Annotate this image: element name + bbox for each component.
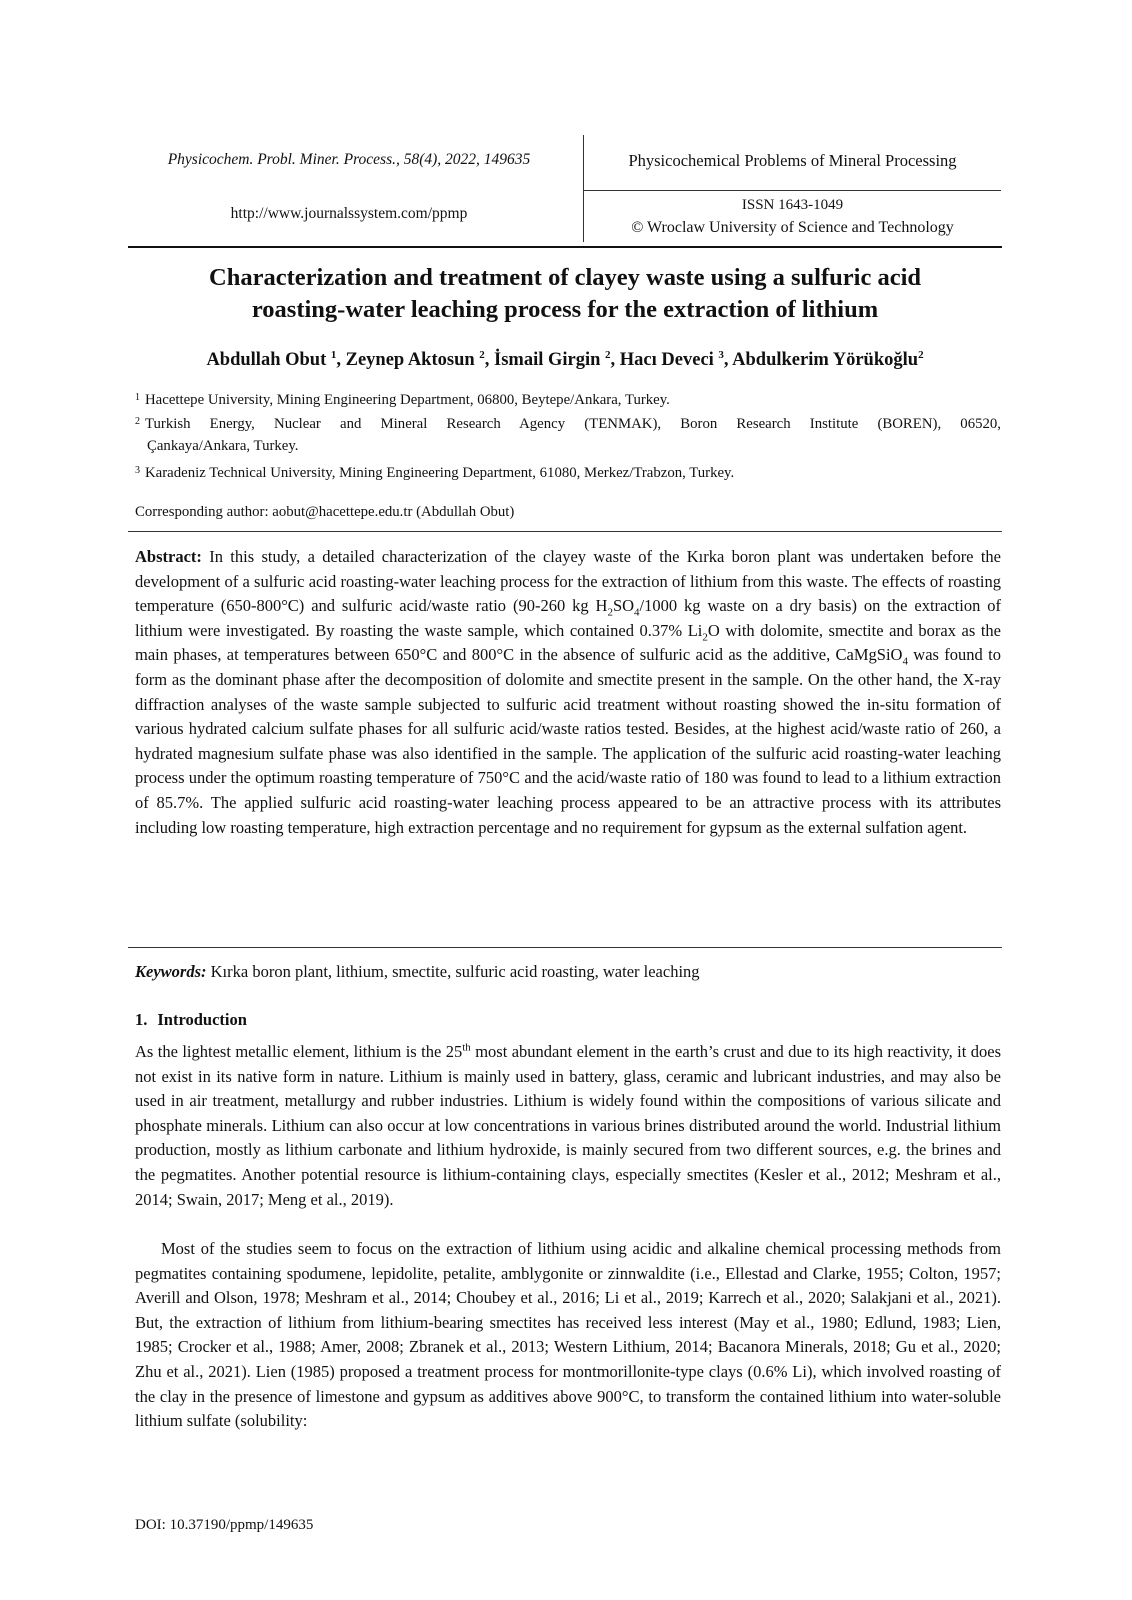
affiliation-text: Turkish Energy, Nuclear and Mineral Research Agency (TENMAK), Boron Research Institute (BOREN), 06520,: [145, 416, 1001, 432]
author-affiliation-mark: 1: [330, 348, 337, 361]
author-affiliation-mark: 2: [479, 348, 485, 361]
section-number: 1.: [135, 1010, 148, 1029]
author-name: Hacı Deveci: [619, 350, 714, 370]
section-heading: [135, 1010, 247, 1030]
author-affiliation-mark: 3: [718, 348, 724, 361]
affiliation-text: Karadeniz Technical University, Mining Engineering Department, 61080, Merkez/Trabzon, Turkey.: [145, 465, 735, 481]
journal-header-right: [584, 136, 1001, 240]
doi: DOI: 10.37190/ppmp/149635: [135, 1517, 314, 1533]
keywords-label: Keywords:: [135, 962, 207, 981]
journal-url: http://www.journalssystem.com/ppmp: [230, 205, 468, 222]
intro-paragraph-2: Most of the studies seem to focus on the extraction of lithium using acidic and alkaline chemical processing methods from pegmatites containing spodumene, lepidolite, petalite, amblygonite or zinnwaldite (i.e., Ellestad and Clarke, 1955; Colton, 1957; Averill and Olson, 1978; Meshram et al., 2014; Choubey et al., 2016; Li et al., 2019; Karrech et al., 2020; Salakjani et al., 2021). But, the extraction of lithium from lithium-bearing smectites has received less interest (May et al., 1980; Edlund, 1983; Lien, 1985; Crocker et al., 1988; Amer, 2008; Zbranek et al., 2013; Western Lithium, 2014; Bacanora Minerals, 2018; Gu et al., 2020; Zhu et al., 2021). Lien (1985) proposed a treatment process for montmorillonite-type clays (0.6% Li), which involved roasting of the clay in the presence of limestone and gypsum as additives above 900°C, to transform the contained lithium into water-soluble lithium sulfate (solubility:: [135, 1239, 1001, 1431]
title-line-1: Characterization and treatment of clayey waste using a sulfuric acid: [209, 264, 921, 291]
affiliation-3: [135, 459, 1001, 485]
abstract-top-rule: [128, 531, 1002, 532]
affiliation-mark: 1: [135, 392, 140, 403]
author-name: Abdulkerim Yörükoğlu: [732, 350, 919, 370]
abstract-label: Abstract:: [135, 547, 202, 566]
author-affiliation-mark: 2: [918, 348, 924, 361]
issn: ISSN 1643-1049: [741, 197, 844, 213]
header-rule: [128, 246, 1002, 248]
journal-header-left: [134, 136, 564, 240]
keywords-text: Kırka boron plant, lithium, smectite, sulfuric acid roasting, water leaching: [206, 962, 700, 981]
abstract: [135, 545, 1001, 840]
keywords: [135, 962, 1001, 982]
abstract-bottom-rule: [128, 947, 1002, 948]
subscript: 2: [702, 631, 708, 644]
journal-name: Physicochemical Problems of Mineral Processing: [628, 151, 957, 170]
title-line-2: roasting-water leaching process for the extraction of lithium: [251, 296, 879, 323]
paragraph-text: As the lightest metallic element, lithium is the 25: [135, 1042, 463, 1061]
journal-citation: Physicochem. Probl. Miner. Process., 58(4), 2022, 149635: [167, 151, 531, 168]
subscript: 4: [634, 606, 640, 619]
author-list: Abdullah Obut $^1$, Zeynep Aktosun $^2$, İsmail Girgin $^2$, Hacı Deveci $^3$, Abdulkerim Yörükoğlu$^2$: [206, 348, 924, 370]
subscript: 2: [607, 606, 613, 619]
publisher: © Wroclaw University of Science and Technology: [631, 219, 954, 236]
intro-paragraph-1: [135, 1040, 1001, 1212]
affiliation-text: Hacettepe University, Mining Engineering Department, 06800, Beytepe/Ankara, Turkey.: [145, 392, 670, 408]
abstract-text: O with dolomite, smectite and borax as the main phases, at temperatures between 650°C and 800°C in the absence of sulfuric acid as the additive, CaMgSiO: [135, 620, 1002, 665]
affiliation-2-continuation: Çankaya/Ankara, Turkey.: [147, 438, 299, 454]
abstract-text: was found to form as the dominant phase after the decomposition of dolomite and smectite present in the sample. On the other hand, the X-ray diffraction analyses of the waste sample subjected to sulfuric acid treatment without roasting showed the in-situ formation of various hydrated calcium sulfate phases for all sulfuric acid/waste ratios tested. Besides, at the highest acid/waste ratio of 260, a hydrated magnesium sulfate phase was also identified in the sample. The application of the sulfuric acid roasting-water leaching process under the optimum roasting temperature of 750°C and the acid/waste ratio of 180 was found to lead to a lithium extraction of 85.7%. The applied sulfuric acid roasting-water leaching process appeared to be an attractive process with its attributes including low roasting temperature, high extraction percentage and no requirement for gypsum as the external sulfation agent.: [135, 645, 1001, 837]
abstract-text: In this study, a detailed characterization of the clayey waste of the Kırka boron plant was undertaken before the development of a sulfuric acid roasting-water leaching process for the extraction of lithium from this waste. The effects of roasting temperature (650-800°C) and sulfuric acid/waste ratio (90-260 kg H: [135, 547, 1001, 616]
author-name: İsmail Girgin: [494, 350, 601, 370]
section-title: Introduction: [157, 1010, 247, 1029]
author-name: Zeynep Aktosun: [345, 350, 475, 370]
abstract-text: SO: [612, 596, 635, 616]
abstract-text: /1000 kg waste on a dry basis) on the extraction of lithium were investigated. By roasting the waste sample, which contained 0.37% Li: [135, 596, 1001, 640]
author-name: Abdullah Obut: [206, 350, 327, 370]
corresponding-author: Corresponding author: aobut@hacettepe.edu.tr (Abdullah Obut): [135, 504, 515, 520]
affiliation-mark: 3: [135, 465, 140, 476]
paper-title: [128, 262, 1002, 326]
affiliation-2: [135, 410, 1001, 436]
subscript: 4: [902, 655, 908, 668]
affiliation-1: [135, 386, 1001, 412]
paragraph-text: most abundant element in the earth’s crust and due to its high reactivity, it does not exist in its native form in nature. Lithium is mainly used in battery, glass, ceramic and lubricant industries, and may also be used in air treatment, metallurgy and rubber industries. Lithium is widely found within the compositions of various silicate and phosphate minerals. Lithium can also occur at low concentrations in various brines distributed around the world. Industrial lithium production, mostly as lithium carbonate and lithium hydroxide, is mainly secured from two different sources, e.g. the brines and the pegmatites. Another potential resource is lithium-containing clays, especially smectites (Kesler et al., 2012; Meshram et al., 2014; Swain, 2017; Meng et al., 2019).: [135, 1042, 1002, 1209]
affiliation-mark: 2: [135, 416, 140, 427]
superscript: th: [462, 1041, 471, 1054]
header-inner-rule: [584, 190, 1001, 191]
author-affiliation-mark: 2: [605, 348, 611, 361]
